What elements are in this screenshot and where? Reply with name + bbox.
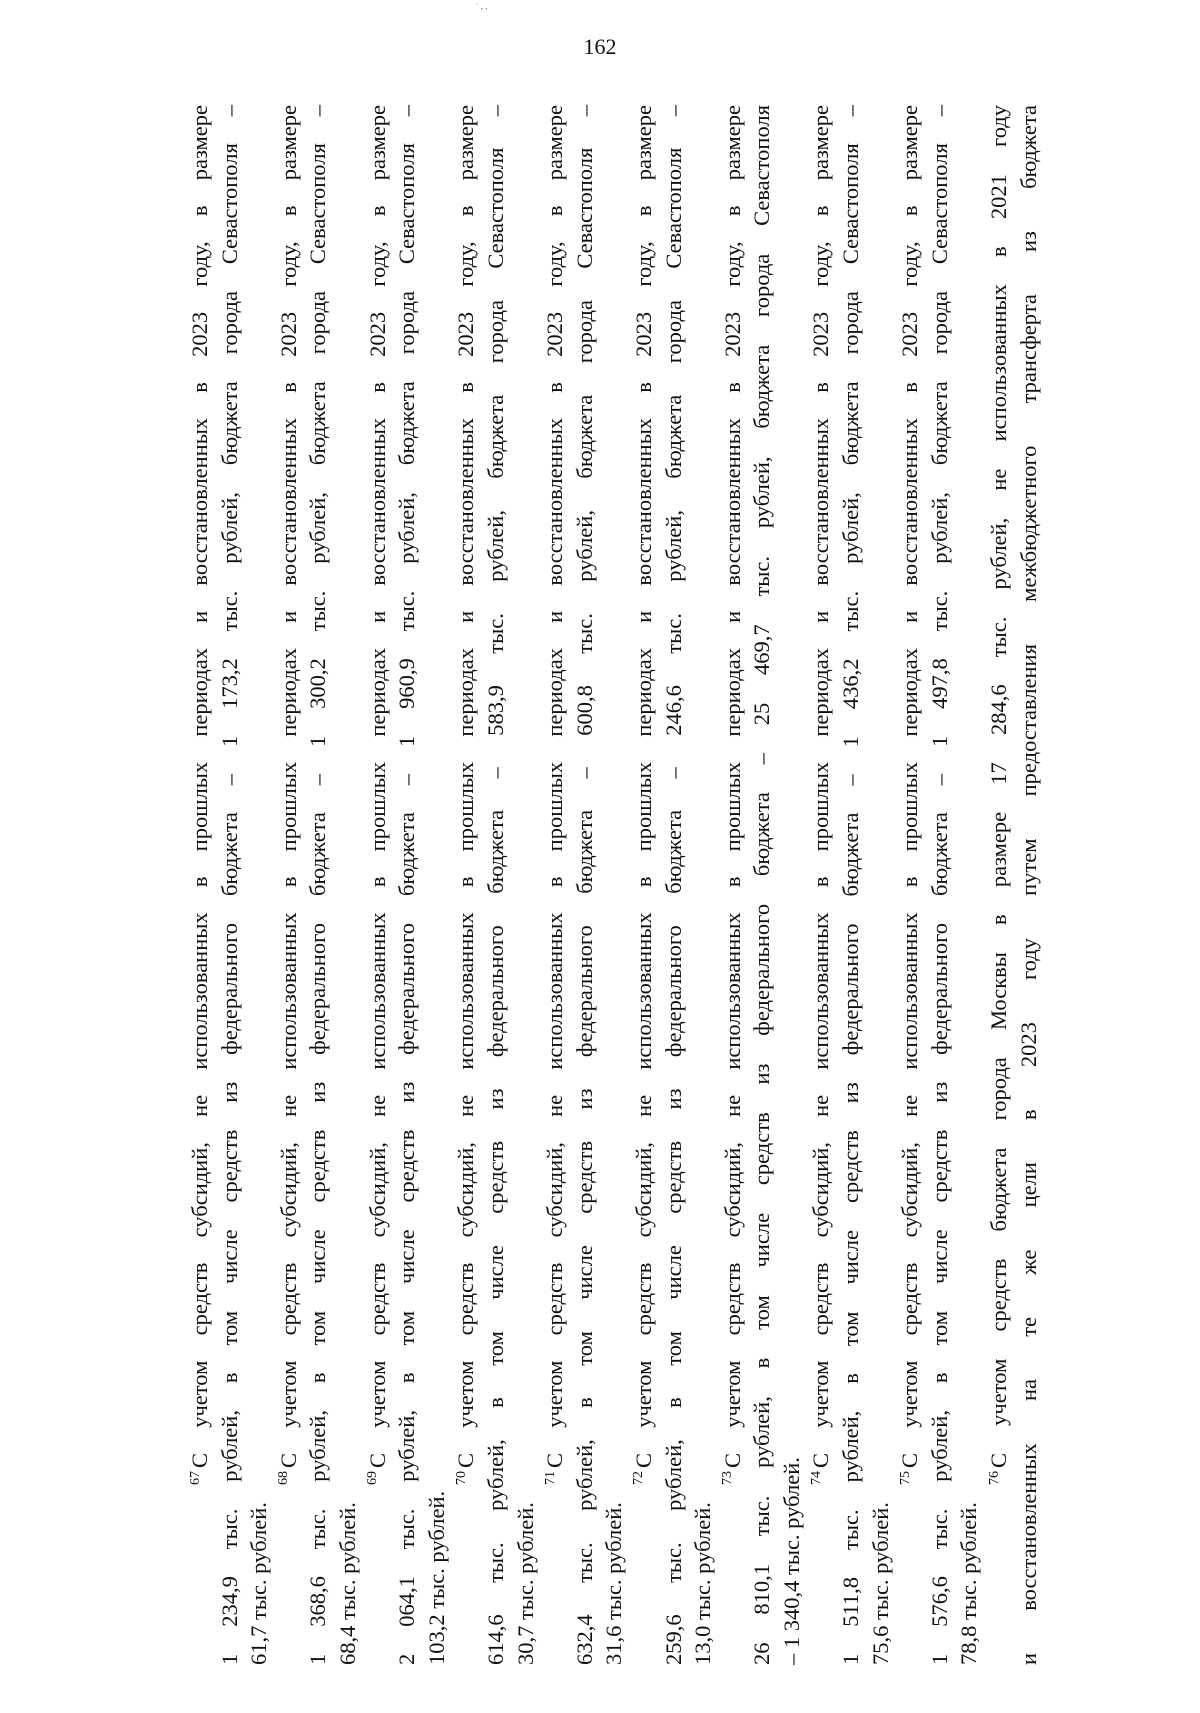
- footnote: [718, 105, 807, 1665]
- footnote-number: 68: [276, 1471, 292, 1485]
- footnote-line: [540, 105, 570, 1665]
- footnote-line: 1 368,6 тыс. рублей, в том числе средств из федерального бюджета – 1 300,2 тыс. рублей, бюджета города Севастополя –: [305, 105, 331, 1665]
- rotated-content: [185, 105, 1043, 1665]
- footnote-text: С учетом средств субсидий, не использованных в прошлых периодах и восстановленных в 2023 году, в размере: [187, 105, 212, 1468]
- footnote: [274, 105, 363, 1665]
- footnote-line: [363, 105, 393, 1665]
- footnote-number: 73: [720, 1471, 736, 1485]
- footnote-line: 30,7 тыс. рублей.: [512, 1502, 538, 1665]
- footnote: [363, 105, 452, 1665]
- footnote-number: 71: [542, 1471, 558, 1485]
- footnote-number: 69: [365, 1471, 381, 1485]
- footnote-text: С учетом средств субсидий, не использованных в прошлых периодах и восстановленных в 2023 году, в размере: [630, 105, 656, 1468]
- footnote-text: С учетом средств субсидий, не использованных в прошлых периодах и восстановленных в 2023 году, в размере: [275, 105, 301, 1468]
- footnote-line: [451, 105, 481, 1665]
- footnote: [540, 105, 629, 1665]
- footnote-line: [629, 105, 659, 1665]
- footnote-line: 103,2 тыс. рублей.: [423, 1490, 449, 1665]
- footnote-text: С учетом средств субсидий, не использованных в прошлых периодах и восстановленных в 2023 году, в размере: [897, 105, 923, 1468]
- footnote-line: 632,4 тыс. рублей, в том числе средств из федерального бюджета – 600,8 тыс. рублей, бюджета города Севастополя –: [571, 105, 597, 1665]
- footnote: [629, 105, 718, 1665]
- footnote-line: [895, 105, 925, 1665]
- footnote-line: [806, 105, 836, 1665]
- footnote-line: 13,0 тыс. рублей.: [690, 1502, 716, 1665]
- footnote-number: 75: [897, 1471, 913, 1485]
- footnote-text: С учетом средств субсидий, не использованных в прошлых периодах и восстановленных в 2023 году, в размере: [453, 105, 479, 1468]
- footnote-line: и восстановленных на те же цели в 2023 году путем предоставления межбюджетного трансферта из бюджета: [1015, 105, 1041, 1665]
- footnote-line: 26 810,1 тыс. рублей, в том числе средств из федерального бюджета – 25 469,7 тыс. рублей, бюджета города Севастополя: [749, 105, 775, 1665]
- footnote-line: [185, 105, 215, 1665]
- footnote-text: С учетом средств субсидий, не использованных в прошлых периодах и восстановленных в 2023 году, в размере: [719, 105, 745, 1468]
- footnotes-block: [185, 105, 1043, 1665]
- footnote: [806, 105, 895, 1665]
- footnote-number: 74: [808, 1471, 824, 1485]
- footnote-line: [718, 105, 748, 1665]
- footnote: [185, 105, 274, 1665]
- footnote-line: 259,6 тыс. рублей, в том числе средств из федерального бюджета – 246,6 тыс. рублей, бюджета города Севастополя –: [660, 105, 686, 1665]
- footnote-line: – 1 340,4 тыс. рублей.: [778, 1457, 804, 1665]
- footnote-line: 31,6 тыс. рублей.: [601, 1502, 627, 1665]
- scan-speck: ˙ ‚ ,: [476, 2, 488, 11]
- footnote-line: 1 576,6 тыс. рублей, в том числе средств из федерального бюджета – 1 497,8 тыс. рублей, бюджета города Севастополя –: [926, 105, 952, 1665]
- footnote-text: С учетом средств субсидий, не использованных в прошлых периодах и восстановленных в 2023 году, в размере: [808, 105, 834, 1468]
- footnote-line: 2 064,1 тыс. рублей, в том числе средств из федерального бюджета – 1 960,9 тыс. рублей, бюджета города Севастополя –: [394, 105, 420, 1665]
- footnote-line: 1 234,9 тыс. рублей, в том числе средств из федерального бюджета – 1 173,2 тыс. рублей, бюджета города Севастополя –: [216, 105, 242, 1665]
- footnote: [984, 105, 1043, 1665]
- footnote: [895, 105, 984, 1665]
- footnote-text: С учетом средств бюджета города Москвы в размере 17 284,6 тыс. рублей, не использованных в 2021 году: [986, 105, 1012, 1468]
- footnote-line: 1 511,8 тыс. рублей, в том числе средств из федерального бюджета – 1 436,2 тыс. рублей, бюджета города Севастополя –: [838, 105, 864, 1665]
- footnote-number: 70: [453, 1471, 469, 1485]
- footnote-line: [984, 105, 1014, 1665]
- footnote-line: [274, 105, 304, 1665]
- footnote-number: 76: [986, 1471, 1002, 1485]
- footnote-line: 61,7 тыс. рублей.: [246, 1502, 272, 1665]
- footnote-text: С учетом средств субсидий, не использованных в прошлых периодах и восстановленных в 2023 году, в размере: [364, 105, 390, 1468]
- footnote-line: 614,6 тыс. рублей, в том числе средств из федерального бюджета – 583,9 тыс. рублей, бюджета города Севастополя –: [482, 105, 508, 1665]
- footnote-line: 75,6 тыс. рублей.: [867, 1502, 893, 1665]
- footnote-line: 68,4 тыс. рублей.: [334, 1502, 360, 1665]
- footnote-text: С учетом средств субсидий, не использованных в прошлых периодах и восстановленных в 2023 году, в размере: [542, 105, 568, 1468]
- footnote-number: 67: [187, 1471, 203, 1485]
- footnote-number: 72: [631, 1471, 647, 1485]
- page-number: 162: [583, 34, 617, 59]
- footnote-line: 78,8 тыс. рублей.: [956, 1502, 982, 1665]
- footnote: [451, 105, 540, 1665]
